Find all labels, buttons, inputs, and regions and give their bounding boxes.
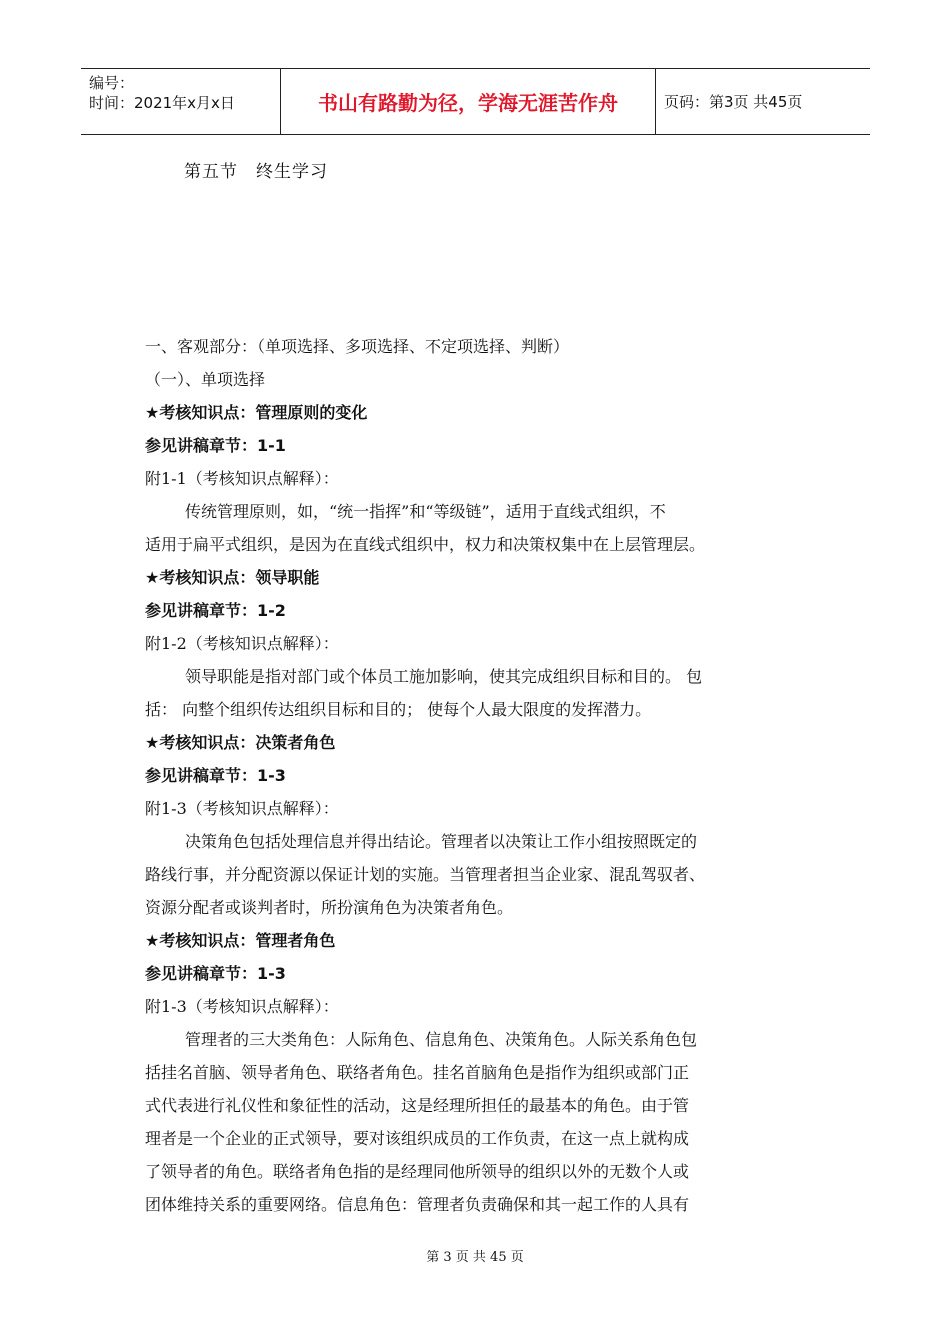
paragraph-line: 领导职能是指对部门或个体员工施加影响，使其完成组织目标和目的。 包: [185, 667, 703, 686]
explanation-note: 附1-3（考核知识点解释）：: [145, 997, 339, 1016]
header-date: 时间：2021年x月x日: [89, 94, 235, 112]
reference-chapter: 参见讲稿章节：1-3: [145, 964, 286, 983]
paragraph-line: 资源分配者或谈判者时，所扮演角色为决策者角色。: [145, 898, 514, 917]
knowledge-point-title: ★考核知识点：管理原则的变化: [145, 403, 368, 422]
header-meta: [81, 69, 281, 134]
knowledge-point-title: ★考核知识点：管理者角色: [145, 931, 336, 950]
knowledge-point-title: ★考核知识点：决策者角色: [145, 733, 336, 752]
header-page-number: 页码：第3页 共45页: [664, 93, 803, 111]
explanation-note: 附1-2（考核知识点解释）：: [145, 634, 339, 653]
section-title: 第五节 终生学习: [184, 162, 328, 182]
paragraph-line: 传统管理原则，如，“统一指挥”和“等级链”，适用于直线式组织，不: [185, 502, 666, 521]
explanation-note: 附1-3（考核知识点解释）：: [145, 799, 339, 818]
paragraph-line: 式代表进行礼仪性和象征性的活动，这是经理所担任的最基本的角色。由于管: [145, 1096, 690, 1115]
paragraph-line: 括挂名首脑、领导者角色、联络者角色。挂名首脑角色是指作为组织或部门正: [145, 1063, 690, 1082]
header-number: 编号：: [89, 74, 135, 92]
document-body: [145, 330, 815, 1221]
paragraph-line: 路线行事，并分配资源以保证计划的实施。当管理者担当企业家、混乱驾驭者、: [145, 865, 706, 884]
knowledge-point-title: ★考核知识点：领导职能: [145, 568, 320, 587]
paragraph-line: 决策角色包括处理信息并得出结论。管理者以决策让工作小组按照既定的: [185, 832, 698, 851]
paragraph-line: 适用于扁平式组织，是因为在直线式组织中，权力和决策权集中在上层管理层。: [145, 535, 706, 554]
paragraph-line: 括： 向整个组织传达组织目标和目的； 使每个人最大限度的发挥潜力。: [145, 700, 652, 719]
paragraph-line: 团体维持关系的重要网络。信息角色：管理者负责确保和其一起工作的人具有: [145, 1195, 690, 1214]
reference-chapter: 参见讲稿章节：1-3: [145, 766, 286, 785]
reference-chapter: 参见讲稿章节：1-1: [145, 436, 286, 455]
header-motto: 书山有路勤为径，学海无涯苦作舟: [281, 69, 656, 134]
explanation-note: 附1-1（考核知识点解释）：: [145, 469, 339, 488]
page-header: [81, 68, 870, 135]
sub-heading: （一）、单项选择: [145, 370, 266, 389]
reference-chapter: 参见讲稿章节：1-2: [145, 601, 286, 620]
paragraph-line: 了领导者的角色。联络者角色指的是经理同他所领导的组织以外的无数个人或: [145, 1162, 690, 1181]
paragraph-line: 理者是一个企业的正式领导，要对该组织成员的工作负责，在这一点上就构成: [145, 1129, 690, 1148]
part-heading: 一、客观部分：（单项选择、多项选择、不定项选择、判断）: [145, 337, 570, 356]
paragraph-line: 管理者的三大类角色：人际角色、信息角色、决策角色。人际关系角色包: [185, 1030, 698, 1049]
page-footer: 第 3 页 共 45 页: [426, 1250, 524, 1265]
